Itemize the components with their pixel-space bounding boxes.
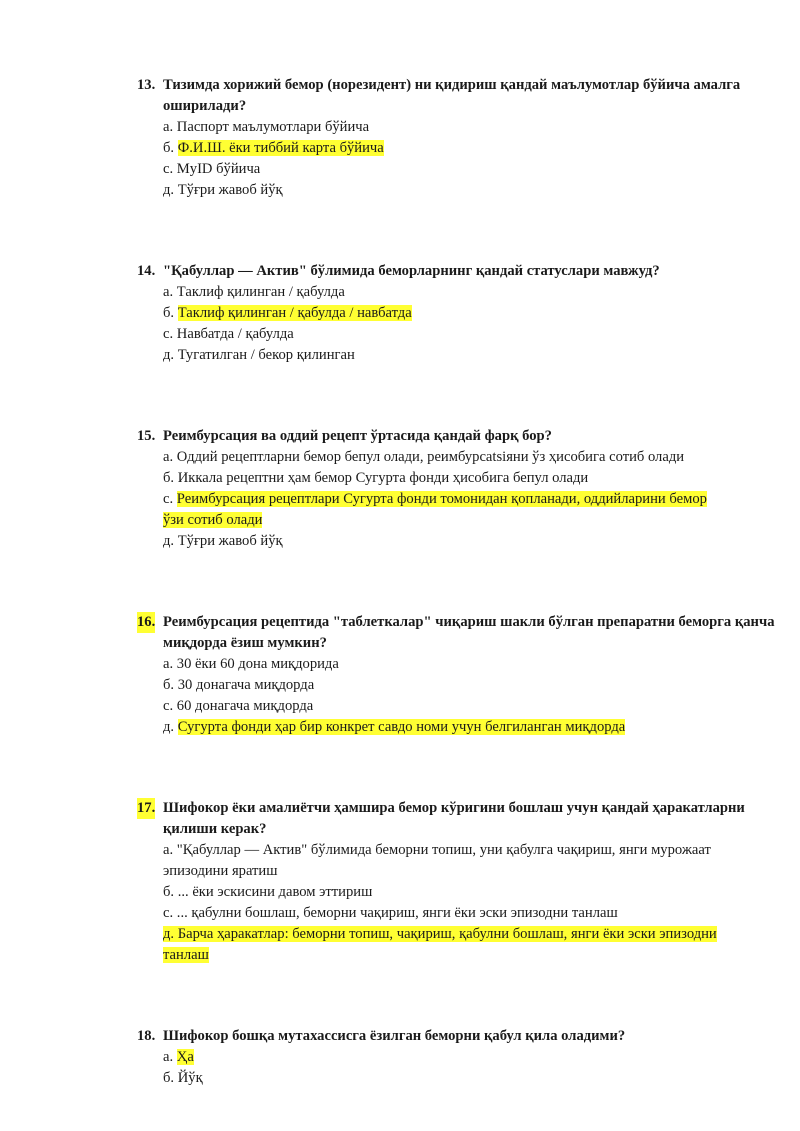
question-number: 18. <box>137 1028 156 1044</box>
question-text: Тизимда хорижий бемор (норезидент) ни қидириш қандай маълумотлар бўйича амалга оширилади? <box>163 77 741 114</box>
option-d: д. Барча ҳаракатлар: беморни топиш, чақириш, қабулни бошлаш, янги ёки эски эпизодни танлаш <box>163 926 717 963</box>
option-b: б. ... ёки эскисини давом эттириш <box>163 884 373 900</box>
option-d: д. Тўғри жавоб йўқ <box>163 182 283 198</box>
option-a: а. Паспорт маълумотлари бўйича <box>163 119 370 135</box>
highlighted-answer: Таклиф қилинган / қабулда / навбатда <box>177 305 412 321</box>
question-14 <box>137 261 777 366</box>
option-b: б. Йўқ <box>163 1070 203 1086</box>
question-heading <box>137 426 777 447</box>
question-number: 17. <box>137 798 155 819</box>
option-b: б. Таклиф қилинган / қабулда / навбатда <box>163 305 412 321</box>
question-number: 13. <box>137 77 156 93</box>
option-a: а. Ҳа <box>163 1049 194 1065</box>
question-18 <box>137 1026 777 1089</box>
option-c: с. ... қабулни бошлаш, беморни чақириш, янги ёки эски эпизодни танлаш <box>163 905 618 921</box>
option-a: а. "Қабуллар — Актив" бўлимида беморни топиш, уни қабулга чақириш, янги мурожаат эпизодини яратиш <box>163 842 711 879</box>
question-17 <box>137 798 777 966</box>
highlighted-answer: Сугурта фонди ҳар бир конкрет савдо номи учун белгиланган миқдорда <box>177 719 626 735</box>
option-a: а. Оддий рецептларни бемор бепул олади, реимбурсatsiяни ўз ҳисобига сотиб олади <box>163 449 685 465</box>
question-heading <box>137 1026 777 1047</box>
question-heading <box>137 261 777 282</box>
option-d: д. Сугурта фонди ҳар бир конкрет савдо номи учун белгиланган миқдорда <box>163 719 626 735</box>
option-b: б. 30 донагача миқдорда <box>163 677 315 693</box>
question-text: Шифокор бошқа мутахассисга ёзилган беморни қабул қила оладими? <box>163 1028 626 1044</box>
question-text: Шифокор ёки амалиётчи ҳамшира бемор кўригини бошлаш учун қандай ҳаракатларни қилиши керак? <box>163 800 745 837</box>
highlighted-answer: Барча ҳаракатлар: беморни топиш, чақириш, қабулни бошлаш, янги ёки эски эпизодни танлаш <box>163 926 717 963</box>
option-d: д. Тугатилган / бекор қилинган <box>163 347 355 363</box>
question-text: "Қабуллар — Актив" бўлимида беморларнинг қандай статуслари мавжуд? <box>163 263 660 279</box>
option-b: б. Ф.И.Ш. ёки тиббий карта бўйича <box>163 140 384 156</box>
option-c: с. Реимбурсация рецептлари Сугурта фонди томонидан қопланади, оддийларини бемор ўзи сотиб олади <box>163 491 707 528</box>
question-16 <box>137 612 777 738</box>
question-heading <box>137 75 777 117</box>
option-c: с. MyID бўйича <box>163 161 261 177</box>
question-text: Реимбурсация ва оддий рецепт ўртасида қандай фарқ бор? <box>163 428 552 444</box>
question-13 <box>137 75 777 201</box>
question-number: 15. <box>137 428 156 444</box>
question-heading <box>137 612 777 654</box>
question-number: 16. <box>137 612 155 633</box>
question-15 <box>137 426 777 552</box>
option-c: с. 60 донагача миқдорда <box>163 698 314 714</box>
option-a: а. 30 ёки 60 дона миқдорида <box>163 656 339 672</box>
option-b: б. Иккала рецептни ҳам бемор Сугурта фонди ҳисобига бепул олади <box>163 470 589 486</box>
question-number: 14. <box>137 263 156 279</box>
option-d: д. Тўғри жавоб йўқ <box>163 533 283 549</box>
highlighted-answer: Ҳа <box>176 1049 194 1065</box>
option-c: с. Навбатда / қабулда <box>163 326 294 342</box>
question-text: Реимбурсация рецептида "таблеткалар" чиқариш шакли бўлган препаратни беморга қанча миқдорда ёзиш мумкин? <box>163 614 775 651</box>
option-a: а. Таклиф қилинган / қабулда <box>163 284 345 300</box>
question-heading <box>137 798 777 840</box>
highlighted-answer: Ф.И.Ш. ёки тиббий карта бўйича <box>177 140 384 156</box>
highlighted-answer: Реимбурсация рецептлари Сугурта фонди томонидан қопланади, оддийларини бемор ўзи сотиб олади <box>163 491 707 528</box>
